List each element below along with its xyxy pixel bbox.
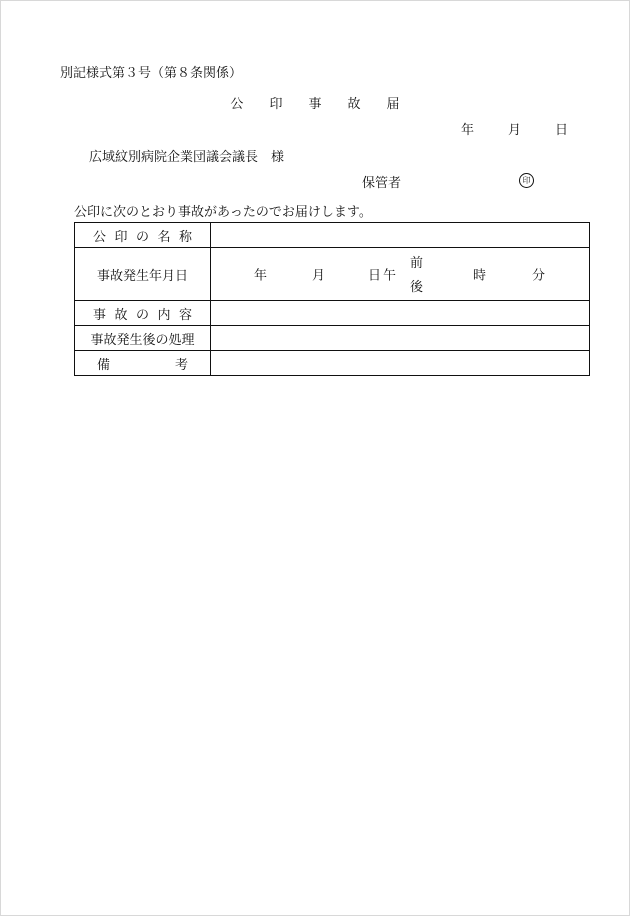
title-char: 印 [269,97,283,112]
table-row [75,326,590,351]
title-char: 事 [308,97,322,112]
label-char: 称 [178,229,192,245]
occurrence-day-label: 日 [368,268,382,284]
label-char: 公 [93,229,107,245]
incident-content-label [75,301,211,326]
recipient: 広域紋別病院企業団議会議長 様 [89,150,285,165]
label-char: 故 [114,307,128,323]
remarks-label [75,351,211,376]
table-row [75,351,590,376]
seal-mark-icon: 印 [519,173,534,188]
label-char: 事 [93,307,107,323]
occurrence-date-field[interactable] [211,248,590,301]
seal-name-field[interactable] [211,223,590,248]
remarks-field[interactable] [211,351,590,376]
occurrence-minute-label: 分 [532,268,546,284]
label-char: 容 [178,307,192,323]
am-label: 前 [410,256,424,271]
keeper-label: 保管者 [362,176,402,191]
intro-text: 公印に次のとおり事故があったのでお届けします。 [74,205,372,220]
title-char: 届 [386,97,400,112]
am-pm-choice[interactable] [410,252,423,300]
label-char: の [135,229,149,245]
title-char: 故 [347,97,361,112]
post-incident-handling-field[interactable] [211,326,590,351]
document-title [0,93,630,112]
occurrence-hour-label: 時 [473,268,487,284]
date-month-label: 月 [508,123,522,138]
report-table [74,222,590,376]
label-char: 内 [157,307,171,323]
occurrence-month-label: 月 [312,268,326,284]
date-year-label: 年 [461,123,475,138]
pm-label: 後 [410,280,424,295]
label-char: 印 [114,229,128,245]
occurrence-date-label: 事故発生年月日 [75,248,211,301]
label-char: 名 [157,229,171,245]
date-day-label: 日 [555,123,569,138]
title-char: 公 [230,97,244,112]
occurrence-year-label: 年 [254,268,268,284]
occurrence-noon-label: 午 [383,268,397,284]
incident-content-field[interactable] [211,301,590,326]
table-row [75,301,590,326]
label-char: 備 [97,357,111,373]
label-char: の [135,307,149,323]
table-row [75,223,590,248]
label-char: 考 [174,357,188,373]
post-incident-handling-label: 事故発生後の処理 [75,326,211,351]
submission-date [461,119,568,138]
form-label: 別記様式第３号（第８条関係） [60,66,243,81]
table-row [75,248,590,301]
seal-name-label [75,223,211,248]
